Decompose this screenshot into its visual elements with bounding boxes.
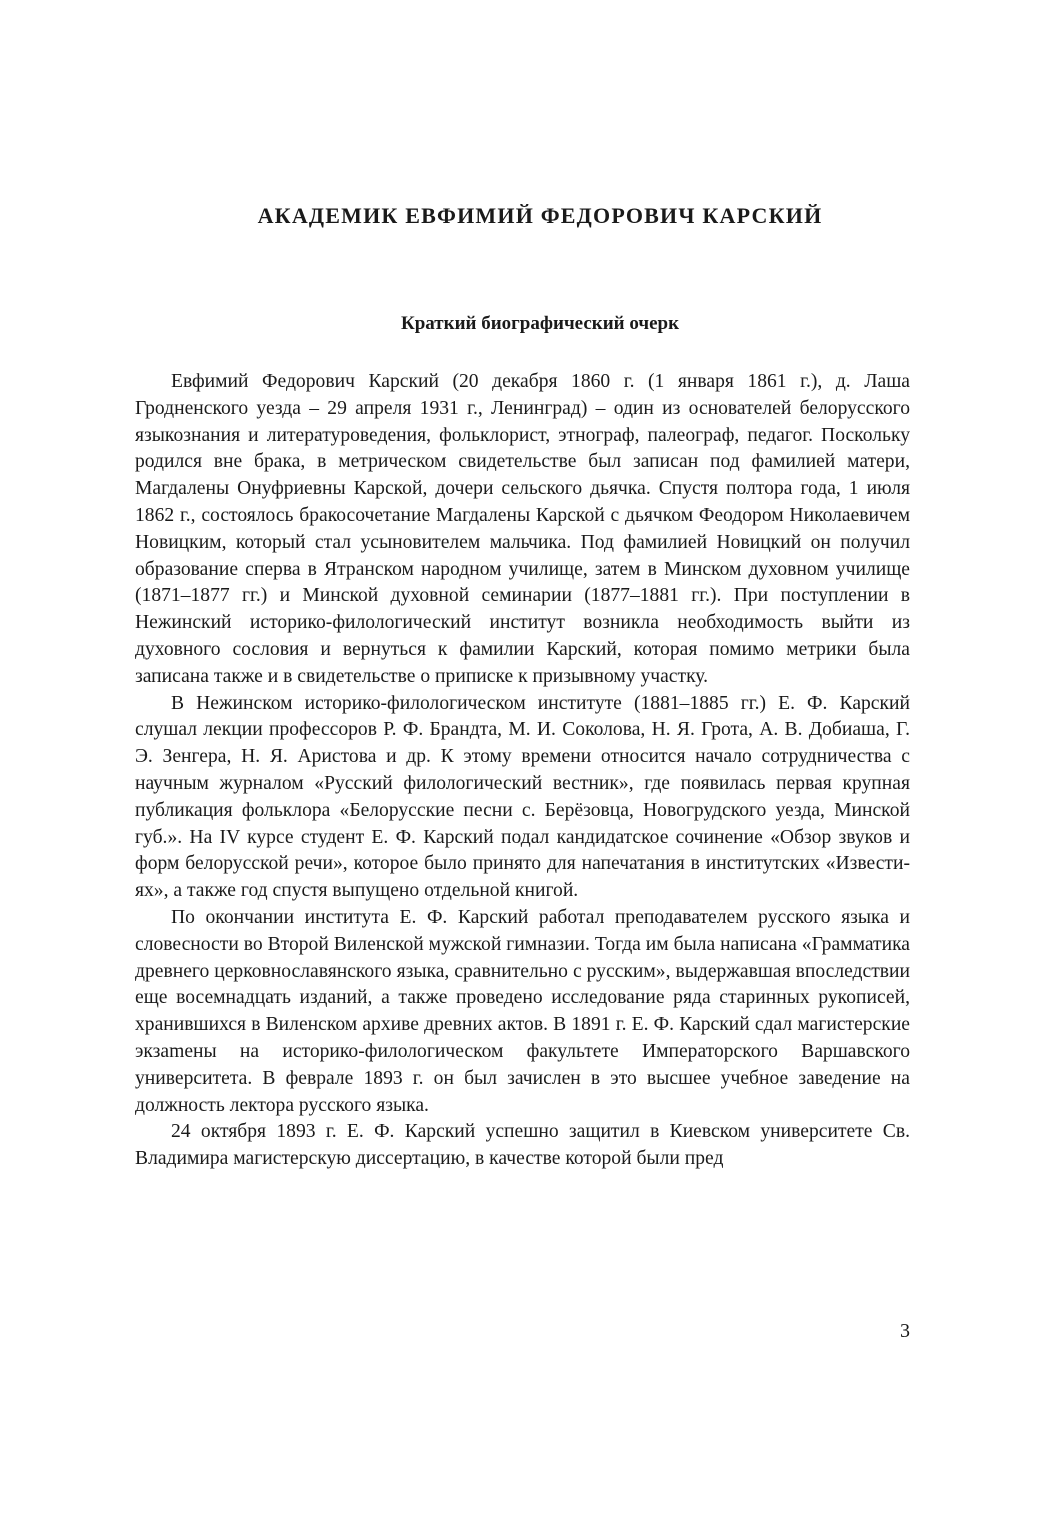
page-title: АКАДЕМИК ЕВФИМИЙ ФЕДОРОВИЧ КАРСКИЙ: [257, 203, 823, 228]
body-text: [135, 369, 910, 1173]
section-subtitle: Краткий биографический очерк: [400, 313, 680, 334]
paragraph-1: Евфимий Федорович Карский (20 декабря 1860 г. (1 января 1861 г.), д. Лаша Гродненского уезда – 29 апреля 1931 г., Ленинград) – один из основателей белорусского языкознания и литературоведения, фольклорист, этнограф, палеограф, педагог. Поскольку родился вне брака, в метрическом свидетельстве был записан под фамилией матери, Магдалены Онуфриевны Карской, дочери сельского дьячка. Спустя полтора года, 1 июля 1862 г., состоялось бракосочетание Магдалены Карской с дьячком Феодором Николаевичем Новицким, который стал усыновителем мальчика. Под фамилией Новицкий он получил образование сперва в Ятранском народном училище, затем в Минском духовном училище (1871–1877 гг.) и Минской духовной семинарии (1877–1881 гг.). При поступлении в Нежинский историко-филологический институт возникла необходимость выйти из духовного сословия и вернуться к фамилии Карский, которая помимо метрики была записана также и в свидетельстве о приписке к призывному участку.: [135, 371, 910, 687]
page-number: 3: [900, 1320, 910, 1342]
paragraph-4: 24 октября 1893 г. Е. Ф. Карский успешно защитил в Киевском университете Св. Владимира магистерскую диссертацию, в качестве которой были пред: [135, 1121, 910, 1170]
paragraph-2: В Нежинском историко-филологическом институте (1881–1885 гг.) Е. Ф. Карский слушал лекции профессоров Р. Ф. Брандта, М. И. Соколова, Н. Я. Грота, А. В. Добиаша, Г. Э. Зенгера, Н. Я. Аристова и др. К этому времени относится начало сотрудничества с научным журналом «Русский филологический вестник», где появилась первая крупная публикация фольклора «Белорусские песни с. Берёзовца, Новогрудского уезда, Минской губ.». На IV курсе студент Е. Ф. Карский подал кандидатское сочинение «Обзор звуков и форм белорусской речи», которое было принято для напечатания в институтских «Известиях», а также год спустя выпущено отдельной книгой.: [135, 692, 910, 902]
paragraph-3: По окончании института Е. Ф. Карский работал преподавателем русского языка и словесности во Второй Виленской мужской гимназии. Тогда им была написана «Грамматика древнего церковнославянского языка, сравнительно с русским», выдержавшая впоследствии еще восемнадцать изданий, а также проведено исследование ряда старинных рукописей, хранившихся в Виленском архиве древних актов. В 1891 г. Е. Ф. Карский сдал магистерские экзаmены на историко-филологическом факультете Императорского Варшавского университета. В феврале 1893 г. он был зачислен в это высшее учебное заведение на должность лектора русского языка.: [135, 906, 910, 1116]
